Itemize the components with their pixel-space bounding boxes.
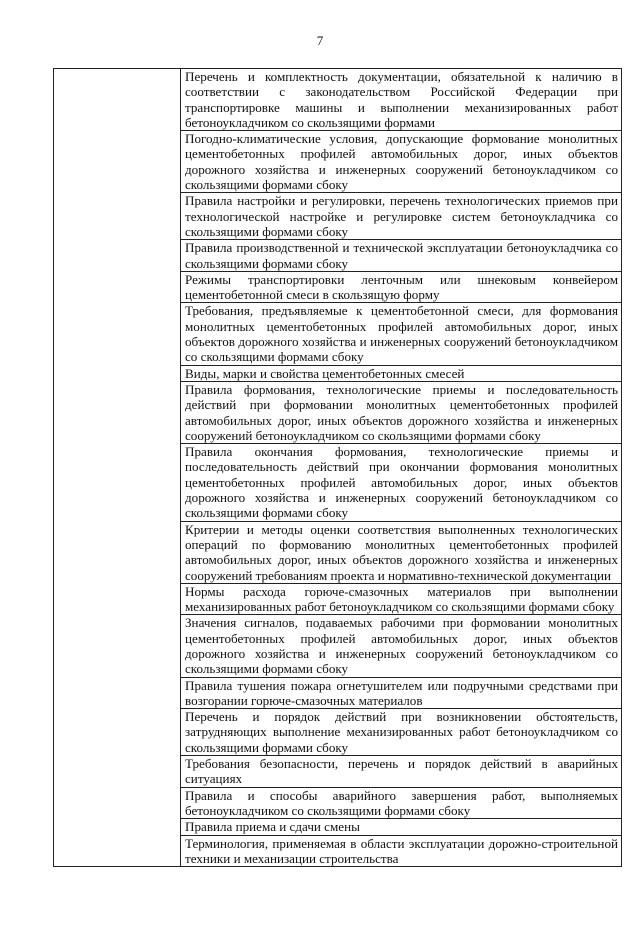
list-item: Требования, предъявляемые к цементобетонной смеси, для формования монолитных цементобетонных профилей автомобильных дорог, иных объектов дорожного хозяйства и инженерных сооружений бетоноукладчиком со скользящими формами сбоку: [181, 302, 621, 364]
list-item: Правила и способы аварийного завершения работ, выполняемых бетоноукладчиком со скользящими формами сбоку: [181, 787, 621, 819]
list-item: Значения сигналов, подаваемых рабочими при формовании монолитных цементобетонных профилей автомобильных дорог, иных объектов дорожного хозяйства и инженерных сооружений бетоноукладчиком со скользящими формами сбоку: [181, 614, 621, 676]
items-cell: [181, 69, 622, 867]
table-row: [54, 69, 622, 867]
list-item: Терминология, применяемая в области эксплуатации дорожно-строительной техники и механизации строительства: [181, 835, 621, 867]
list-item: Правила тушения пожара огнетушителем или подручными средствами при возгорании горюче-смазочных материалов: [181, 677, 621, 709]
list-item: Правила формования, технологические приемы и последовательность действий при формовании монолитных цементобетонных профилей автомобильных дорог, иных объектов дорожного хозяйства и инженерных сооружений бетоноукладчиком со скользящими формами сбоку: [181, 381, 621, 443]
list-item: Виды, марки и свойства цементобетонных смесей: [181, 365, 621, 381]
requirements-table: [53, 68, 622, 867]
list-item: Критерии и методы оценки соответствия выполненных технологических операций по формованию монолитных цементобетонных профилей автомобильных дорог, иных объектов дорожного хозяйства и инженерных сооружений требованиям проекта и нормативно-технической документации: [181, 521, 621, 583]
list-item: Режимы транспортировки ленточным или шнековым конвейером цементобетонной смеси в скользящую форму: [181, 271, 621, 303]
list-item: Требования безопасности, перечень и порядок действий в аварийных ситуациях: [181, 755, 621, 787]
list-item: Погодно-климатические условия, допускающие формование монолитных цементобетонных профилей автомобильных дорог, иных объектов дорожного хозяйства и инженерных сооружений бетоноукладчиком со скользящими формами сбоку: [181, 130, 621, 192]
page-number: 7: [316, 33, 324, 48]
list-item: Правила приема и сдачи смены: [181, 818, 621, 834]
list-item: Правила производственной и технической эксплуатации бетоноукладчика со скользящими формами сбоку: [181, 239, 621, 271]
list-item: Правила окончания формования, технологические приемы и последовательность действий при окончании формования монолитных цементобетонных профилей автомобильных дорог, иных объектов дорожного хозяйства и инженерных сооружений бетоноукладчиком со скользящими формами сбоку: [181, 443, 621, 520]
category-cell: [54, 69, 181, 867]
list-item: Нормы расхода горюче-смазочных материалов при выполнении механизированных работ бетоноукладчиком со скользящими формами сбоку: [181, 583, 621, 615]
list-item: Перечень и порядок действий при возникновении обстоятельств, затрудняющих выполнение механизированных работ бетоноукладчиком со скользящими формами сбоку: [181, 708, 621, 755]
list-item: Перечень и комплектность документации, обязательной к наличию в соответствии с законодательством Российской Федерации при транспортировке машины и выполнении механизированных работ бетоноукладчиком со скользящими формами: [185, 69, 618, 130]
list-item: Правила настройки и регулировки, перечень технологических приемов при технологической настройке и регулировке систем бетоноукладчика со скользящими формами сбоку: [181, 192, 621, 239]
